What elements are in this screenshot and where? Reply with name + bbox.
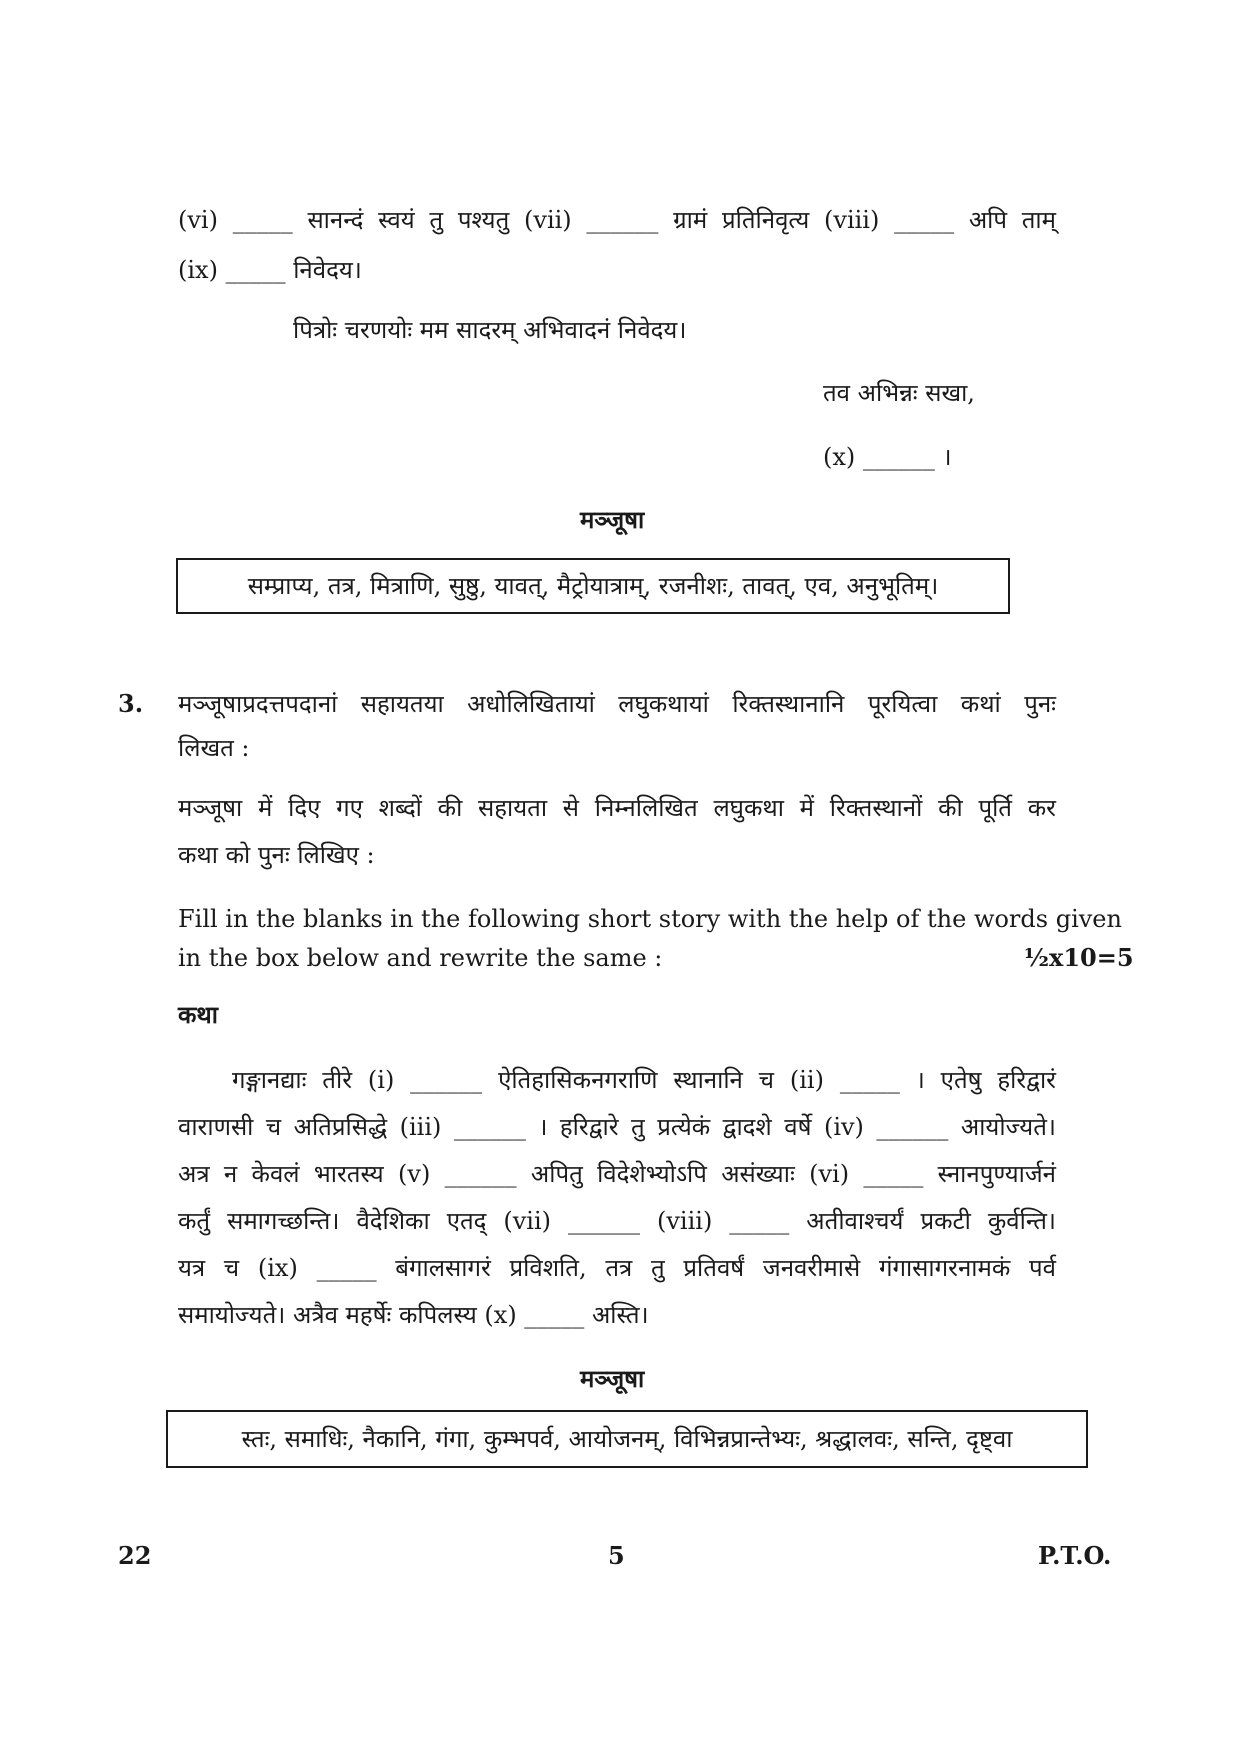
letter-greeting: पित्रोः चरणयोः मम सादरम् अभिवादनं निवेदय। (293, 316, 687, 344)
story-line-3: अत्र न केवलं भारतस्य (v) ______ अपितु विदेशेभ्योऽपि असंख्याः (vi) _____ स्नानपुण्यार्जनं (178, 1160, 1056, 1188)
manjusha-box-1 (176, 558, 1010, 614)
manjusha-words-1: सम्प्राप्य, तत्र, मित्राणि, सुष्ठु, यावत्, मैट्रोयात्राम्, रजनीशः, तावत्, एव, अनुभूतिम्। (247, 572, 939, 600)
question-number: 3. (118, 689, 144, 718)
question-hindi-line-2: कथा को पुनः लिखिए : (178, 841, 375, 869)
story-line-2: वाराणसी च अतिप्रसिद्धे (iii) ______ । हरिद्वारे तु प्रत्येकं द्वादशे वर्षे (iv) ______ आयोज्यते। (178, 1113, 1056, 1141)
letter-signature: (x) ______ । (823, 443, 952, 471)
page-number: 5 (608, 1541, 625, 1570)
question-hindi-line-1: मञ्जूषा में दिए गए शब्दों की सहायता से निम्नलिखित लघुकथा में रिक्तस्थानों की पूर्ति कर (178, 794, 1056, 822)
manjusha-heading-2: मञ्जूषा (580, 1364, 645, 1393)
manjusha-box-2 (166, 1410, 1088, 1468)
story-heading: कथा (178, 1000, 218, 1029)
letter-closing: तव अभिन्नः सखा, (823, 379, 975, 407)
letter-line-1: (vi) _____ सानन्दं स्वयं तु पश्यतु (vii) ______ ग्रामं प्रतिनिवृत्य (viii) _____ अपि ताम् (178, 206, 1056, 234)
question-sanskrit-line-2: लिखत : (178, 734, 250, 762)
footer-code: 22 (118, 1541, 152, 1570)
story-line-6: समायोज्यते। अत्रैव महर्षेः कपिलस्य (x) _____ अस्ति। (178, 1301, 649, 1329)
footer-pto: P.T.O. (1038, 1541, 1112, 1570)
question-english-line-1: Fill in the blanks in the following short story with the help of the words given (178, 905, 1122, 933)
story-line-4: कर्तुं समागच्छन्ति। वैदेशिका एतद् (vii) ______ (viii) _____ अतीवाश्चर्यं प्रकटी कुर्वन्ति। (178, 1207, 1056, 1235)
question-marks: ½x10=5 (1024, 943, 1134, 972)
question-sanskrit-line-1: मञ्जूषाप्रदत्तपदानां सहायतया अधोलिखितायां लघुकथायां रिक्तस्थानानि पूरयित्वा कथां पुनः (178, 690, 1056, 718)
manjusha-words-2: स्तः, समाधिः, नैकानि, गंगा, कुम्भपर्व, आयोजनम्, विभिन्नप्रान्तेभ्यः, श्रद्धालवः, सन्ति, दृष्ट्वा (241, 1425, 1013, 1453)
letter-line-2: (ix) _____ निवेदय। (178, 256, 362, 284)
story-line-1: गङ्गानद्याः तीरे (i) ______ ऐतिहासिकनगराणि स्थानानि च (ii) _____ । एतेषु हरिद्वारं (232, 1066, 1056, 1094)
story-line-5: यत्र च (ix) _____ बंगालसागरं प्रविशति, तत्र तु प्रतिवर्षं जनवरीमासे गंगासागरनामकं पर्व (178, 1254, 1056, 1282)
manjusha-heading-1: मञ्जूषा (580, 505, 645, 534)
question-english-line-2: in the box below and rewrite the same : (178, 944, 663, 972)
